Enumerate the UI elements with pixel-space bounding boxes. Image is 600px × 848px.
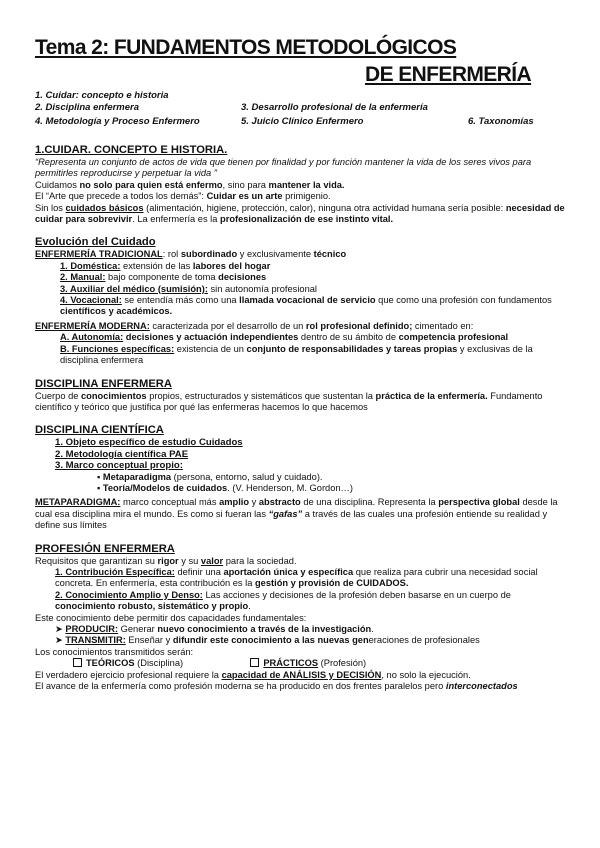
- section-heading: Evolución del Cuidado: [35, 236, 156, 249]
- text: Cuerpo de: [35, 390, 81, 401]
- text: amplio: [219, 497, 250, 508]
- text: profesionalización de ese instinto vital.: [220, 214, 394, 225]
- label: 4. Vocacional:: [60, 295, 122, 306]
- section-heading: DISCIPLINA ENFERMERA: [35, 377, 172, 390]
- text: extensión de las: [120, 260, 193, 271]
- text: El avance de la enfermería como profesión moderna se ha producido en dos frentes paralelos pero: [35, 681, 446, 692]
- text: práctica de la enfermería.: [375, 390, 488, 401]
- toc-item: 5. Juicio Clínico Enfermero: [241, 116, 364, 127]
- text: Teoría/Modelos de cuidados: [102, 482, 228, 493]
- text: a través de las cuales una profesión entiende su realidad y define sus límites: [35, 508, 548, 531]
- text: (alimentación, higiene, protección, calor), ninguna otra actividad humana sería posible:: [143, 202, 506, 213]
- text: técnico: [313, 249, 347, 260]
- list-item: [35, 295, 570, 318]
- text: se entendía más como una: [121, 295, 240, 306]
- text: sin autonomía profesional: [207, 283, 317, 294]
- checkbox-icon: [73, 658, 82, 667]
- label: A. Autonomía:: [60, 332, 124, 343]
- list-item: [35, 567, 570, 590]
- text: Requisitos que garantizan su: [35, 555, 158, 566]
- text: PRÁCTICOS: [263, 658, 319, 669]
- text: El “Arte que precede a todos los demás”:: [35, 191, 207, 202]
- paragraph: [35, 556, 570, 567]
- toc-item: 4. Metodología y Proceso Enfermero: [35, 116, 200, 127]
- text: competencia profesional: [398, 332, 509, 343]
- checkbox-icon: [250, 658, 259, 667]
- text: TEÓRICOS: [86, 658, 135, 669]
- text: , sino para: [222, 179, 269, 190]
- text: y exclusivamente: [237, 249, 314, 260]
- text: primigenio.: [282, 191, 331, 202]
- section-heading: PROFESIÓN ENFERMERA: [35, 542, 175, 555]
- text: definir una: [174, 566, 224, 577]
- text: dentro de su ámbito de: [298, 332, 399, 343]
- text: caracterizada por el desarrollo de un: [149, 320, 306, 331]
- text: perspectiva global: [438, 497, 520, 508]
- text: conocimiento robusto, sistemático y propio: [55, 601, 249, 612]
- section-heading: DISCIPLINA CIENTÍFICA: [35, 424, 164, 437]
- text: cimentado en:: [412, 320, 474, 331]
- bullet-icon: ▪: [97, 471, 103, 482]
- text: bajo componente de toma: [105, 272, 219, 283]
- text: Generar: [118, 624, 158, 634]
- text: (persona, entorno, salud y cuidado).: [171, 471, 323, 482]
- text: y exclusivas de la disciplina enfermera: [60, 343, 533, 366]
- label: 2. Conocimiento Amplio y Denso:: [55, 589, 203, 600]
- arrow-icon: ➤: [55, 624, 66, 634]
- bullet-item: [35, 483, 570, 494]
- text: que como una profesión con fundamentos: [375, 295, 552, 306]
- label: ENFERMERÍA MODERNA:: [35, 320, 150, 331]
- label: 1. Contribución Específica:: [55, 566, 175, 577]
- text: cuidados básicos: [65, 202, 144, 213]
- list-item: [35, 590, 570, 613]
- toc-item: 2. Disciplina enfermera: [35, 102, 140, 113]
- paragraph: [35, 203, 570, 226]
- label: 2. Manual:: [60, 272, 106, 283]
- text: difundir este conocimiento a las nuevas gen: [172, 635, 369, 646]
- text: labores del hogar: [192, 260, 271, 271]
- page-title-line2: DE ENFERMERÍA: [365, 63, 532, 86]
- text: Sin los: [35, 202, 66, 213]
- text: científicos y académicos.: [60, 306, 173, 317]
- list-item: [35, 284, 570, 295]
- spacer: [35, 367, 570, 372]
- text: que realiza para cubrir una necesidad social concreta. En enfermería, esta contribución es la: [55, 566, 538, 589]
- spacer: [35, 413, 570, 418]
- checkbox-row: [35, 658, 570, 669]
- paragraph: Los conocimientos transmitidos serán:: [35, 646, 194, 657]
- toc-item: 3. Desarrollo profesional de la enfermería: [241, 102, 428, 113]
- text: .: [248, 601, 251, 612]
- spacer: [35, 225, 570, 230]
- text: propios, estructurados y sistemáticos que sustentan la: [146, 390, 376, 401]
- text: subordinado: [180, 249, 238, 260]
- list-item: 3. Marco conceptual propio:: [55, 460, 183, 472]
- text: “gafas”: [268, 508, 303, 519]
- paragraph: [35, 670, 570, 681]
- text: de una disciplina. Representa la: [300, 497, 439, 508]
- text: El verdadero ejercicio profesional requiere la: [35, 669, 222, 680]
- paragraph: [35, 180, 570, 191]
- text: .: [371, 624, 374, 634]
- text: decisiones y actuación independientes: [125, 332, 299, 343]
- paragraph: [35, 391, 570, 414]
- text: existencia de un: [174, 343, 247, 354]
- text: . (V. Henderson, M. Gordon…): [227, 482, 353, 493]
- text: rol profesional definido;: [305, 320, 413, 331]
- text: , no solo la ejecución.: [381, 669, 471, 680]
- text: : rol: [162, 249, 181, 260]
- list-item: 2. Metodología científica PAE: [55, 448, 189, 460]
- label: METAPARADIGMA:: [35, 497, 121, 508]
- text: decisiones: [218, 272, 267, 283]
- quote: “Representa un conjunto de actos de vida que tienen por finalidad y por función mantener la vida de los seres vivos para permitirles reproducirse y perpetuar la vida ”: [35, 157, 532, 179]
- text: conjunto de responsabilidades y tareas propias: [246, 343, 458, 354]
- text: aportación única y específica: [223, 566, 354, 577]
- text: interconectados: [445, 681, 518, 692]
- text: Fundamento científico y teórico que justifica por qué las enfermeras hacemos lo que hacemos: [35, 390, 543, 412]
- content: [35, 144, 570, 692]
- label: 1. Doméstica:: [60, 260, 121, 271]
- paragraph: [35, 191, 570, 202]
- text: y su: [178, 555, 201, 566]
- text: . La enfermería es la: [132, 214, 221, 225]
- text: no solo para quien está enfermo: [79, 179, 223, 190]
- list-item: [35, 332, 570, 343]
- label: B. Funciones específicas:: [60, 343, 175, 354]
- list-item: [35, 272, 570, 283]
- paragraph: [35, 249, 570, 260]
- bullet-item: [35, 472, 570, 483]
- text: Metaparadigma: [102, 471, 172, 482]
- text: Cuidar es un arte: [206, 191, 283, 202]
- text: necesidad de cuidar para sobrevivir: [35, 202, 565, 225]
- text: Cuidamos: [35, 179, 80, 190]
- text: Las acciones y decisiones de la profesión deben basarse en un cuerpo de: [202, 589, 511, 600]
- toc-item: 1. Cuidar: concepto e historia: [35, 90, 169, 101]
- text: marco conceptual más: [120, 497, 220, 508]
- text: desde la cual esa disciplina mira el mundo. Es como si fueran las: [35, 497, 558, 519]
- arrow-icon: ➤: [55, 635, 66, 646]
- list-item: [35, 635, 570, 646]
- text: gestión y provisión de CUIDADOS.: [255, 578, 409, 589]
- text: abstracto: [258, 497, 301, 508]
- label: 3. Auxiliar del médico (sumisión):: [60, 283, 208, 294]
- label: PRODUCIR:: [65, 624, 119, 634]
- label: TRANSMITIR:: [65, 635, 126, 646]
- bullet-icon: ▪: [97, 482, 103, 493]
- text: para la sociedad.: [223, 555, 297, 566]
- text: llamada vocacional de servicio: [239, 295, 376, 306]
- paragraph: [35, 497, 570, 531]
- text: nuevo conocimiento a través de la investigación: [157, 624, 372, 634]
- text: (Profesión): [318, 658, 367, 669]
- paragraph: [35, 681, 570, 692]
- text: y: [249, 497, 259, 508]
- list-item: [35, 624, 570, 635]
- text: rigor: [157, 555, 179, 566]
- spacer: [35, 532, 570, 537]
- toc-item: 6. Taxonomías: [468, 116, 534, 127]
- text: capacidad de ANÁLISIS y DECISIÓN: [221, 669, 382, 680]
- section-heading: 1.CUIDAR. CONCEPTO E HISTORIA.: [35, 144, 228, 156]
- text: (Disciplina): [134, 658, 184, 669]
- text: valor: [200, 555, 224, 566]
- text: mantener la vida.: [268, 179, 345, 190]
- text: eraciones de profesionales: [368, 635, 480, 646]
- list-item: 1. Objeto específico de estudio Cuidados: [55, 437, 243, 449]
- paragraph: Este conocimiento debe permitir dos capacidades fundamentales:: [35, 612, 307, 623]
- list-item: [35, 344, 570, 367]
- paragraph: [35, 321, 570, 332]
- list-item: [35, 261, 570, 272]
- page-title-line1: Tema 2: FUNDAMENTOS METODOLÓGICOS: [35, 36, 457, 59]
- label: ENFERMERÍA TRADICIONAL: [35, 249, 163, 260]
- text: conocimientos: [81, 390, 147, 401]
- text: Enseñar y: [125, 635, 173, 646]
